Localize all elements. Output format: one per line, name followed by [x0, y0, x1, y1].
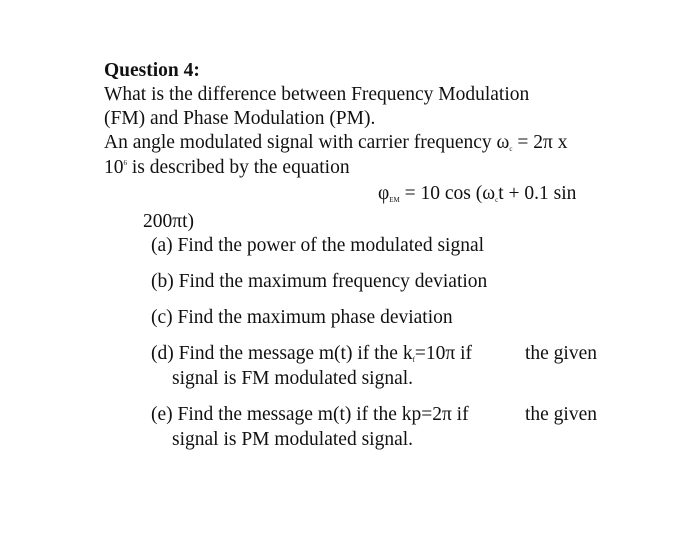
equation-end: t + 0.1 sin — [498, 183, 577, 204]
part-d-line-1 — [151, 342, 597, 366]
omega-c-subscript: c — [509, 145, 513, 153]
equation-phi-subscript: EM — [389, 196, 400, 204]
signal-line1-suffix: = 2π x — [512, 132, 568, 153]
part-e-line-1 — [151, 403, 597, 427]
part-b: (b) Find the maximum frequency deviation — [151, 271, 488, 292]
part-e-left: (e) Find the message m(t) if the kp=2π if — [151, 404, 469, 425]
part-d-right: the given — [524, 343, 597, 364]
signal-line1-prefix: An angle modulated signal with carrier frequency ω — [104, 132, 510, 153]
question-heading: Question 4: — [104, 60, 200, 81]
kf-subscript: f — [412, 356, 415, 364]
part-e-line-2: signal is PM modulated signal. — [172, 429, 414, 450]
equation-omega-subscript: c — [495, 196, 499, 204]
signal-description-line-1 — [104, 131, 567, 155]
part-d-left: (d) Find the message m(t) if the $k_f=10\pi$ if — [151, 343, 473, 364]
equation-line — [378, 182, 576, 206]
signal-description-line-2 — [104, 156, 350, 180]
intro-line-1: What is the difference between Frequency Modulation — [104, 84, 530, 105]
signal-line2-suffix: is described by the equation — [127, 157, 350, 178]
part-a: (a) Find the power of the modulated signal — [151, 235, 485, 256]
part-e-right: the given — [524, 404, 597, 425]
intro-line-2: (FM) and Phase Modulation (PM). — [104, 108, 376, 129]
power-base: 10 — [104, 157, 124, 178]
power-exponent: 6 — [123, 159, 127, 167]
equation-middle: = 10 cos (ω — [399, 183, 496, 204]
equation-continuation: 200πt) — [143, 211, 195, 232]
equation-phi: φ — [378, 183, 390, 204]
part-d-line-2: signal is FM modulated signal. — [172, 368, 414, 389]
part-c: (c) Find the maximum phase deviation — [151, 307, 453, 328]
